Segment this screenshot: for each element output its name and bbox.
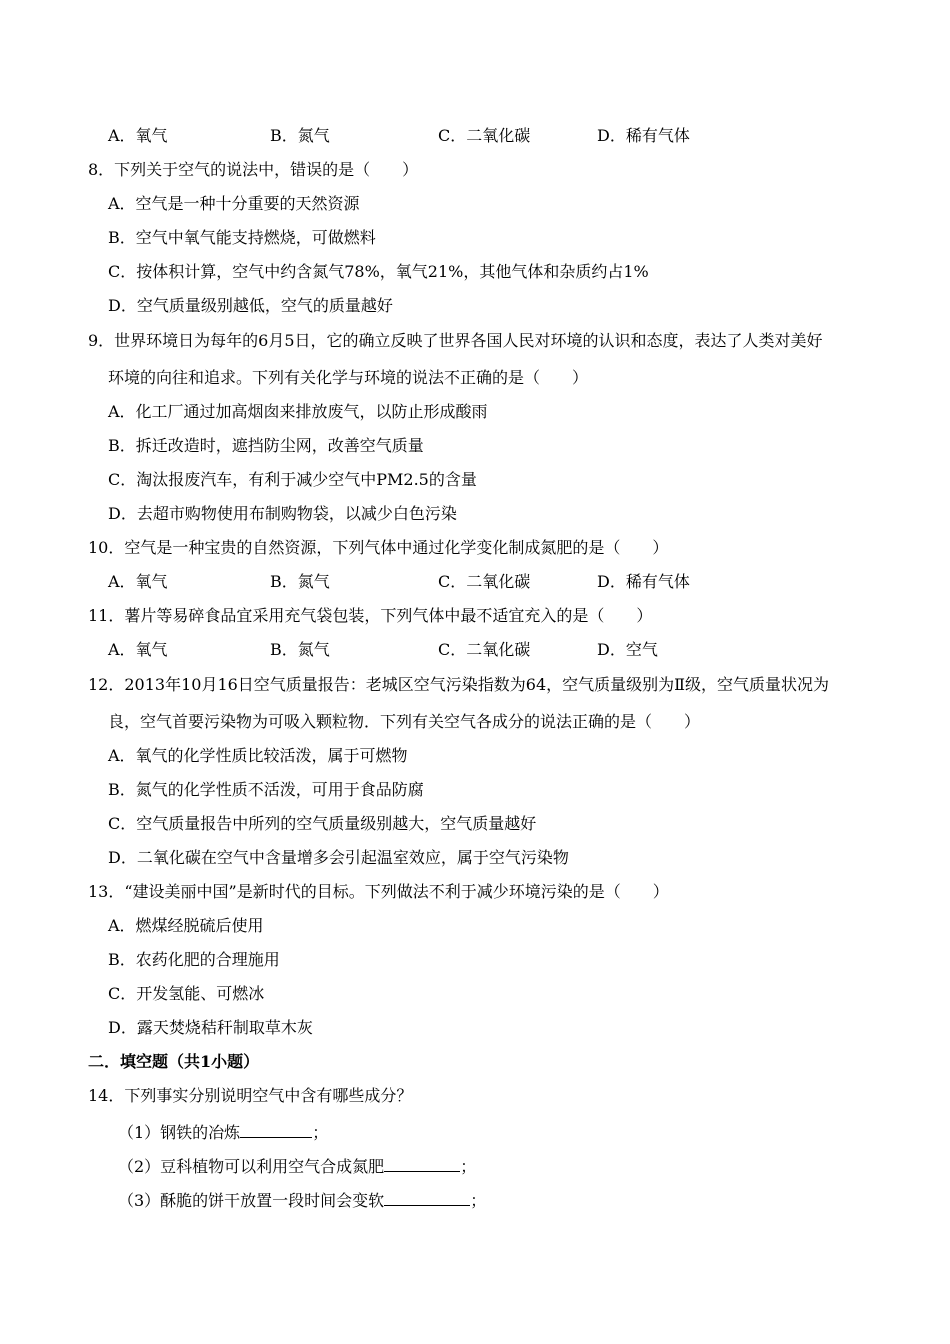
q14-item-1 (118, 1121, 328, 1143)
q13-option-b: B．农药化肥的合理施用 (108, 950, 280, 969)
q10-option-d: D．稀有气体 (597, 572, 690, 591)
q14-item-2-end: ； (460, 1157, 477, 1176)
q14-item-3-blank[interactable] (384, 1189, 470, 1206)
q14-stem: 14．下列事实分别说明空气中含有哪些成分？ (88, 1086, 413, 1105)
q12-option-d: D．二氧化碳在空气中含量增多会引起温室效应，属于空气污染物 (108, 848, 569, 867)
q9-option-d: D．去超市购物使用布制购物袋，以减少白色污染 (108, 504, 457, 523)
q12-stem-line2: 良，空气首要污染物为可吸入颗粒物．下列有关空气各成分的说法正确的是（ ） (108, 712, 701, 731)
q11-option-c: C．二氧化碳 (438, 640, 531, 659)
q9-option-c: C．淘汰报废汽车，有利于减少空气中PM2.5的含量 (108, 470, 477, 489)
q9-option-a: A．化工厂通过加高烟囱来排放废气，以防止形成酸雨 (108, 402, 488, 421)
q12-option-a: A．氧气的化学性质比较活泼，属于可燃物 (108, 746, 408, 765)
q10-option-a: A．氧气 (108, 572, 168, 591)
q7-option-b: B．氮气 (270, 126, 330, 145)
q12-option-c: C．空气质量报告中所列的空气质量级别越大，空气质量越好 (108, 814, 537, 833)
q13-option-c: C．开发氢能、可燃冰 (108, 984, 265, 1003)
q14-item-2-blank[interactable] (384, 1155, 460, 1172)
q8-stem: 8．下列关于空气的说法中，错误的是（ ） (88, 160, 419, 179)
q11-option-d: D．空气 (597, 640, 658, 659)
q12-stem-line1: 12．2013年10月16日空气质量报告：老城区空气污染指数为64，空气质量级别为Ⅱ级，空气质量状况为 (88, 675, 830, 694)
q8-option-c: C．按体积计算，空气中约含氮气78%，氧气21%，其他气体和杂质约占1% (108, 262, 649, 281)
q10-stem: 10．空气是一种宝贵的自然资源，下列气体中通过化学变化制成氮肥的是（ ） (88, 538, 669, 557)
q8-option-d: D．空气质量级别越低，空气的质量越好 (108, 296, 393, 315)
q10-option-c: C．二氧化碳 (438, 572, 531, 591)
q8-option-b: B．空气中氧气能支持燃烧，可做燃料 (108, 228, 376, 247)
q14-item-1-blank[interactable] (240, 1121, 312, 1138)
q11-stem: 11．薯片等易碎食品宜采用充气袋包装，下列气体中最不适宜充入的是（ ） (88, 606, 653, 625)
q11-option-a: A．氧气 (108, 640, 168, 659)
q13-option-d: D．露天焚烧秸秆制取草木灰 (108, 1018, 313, 1037)
q14-item-1-text: （1）钢铁的冶炼 (118, 1123, 241, 1142)
q7-option-a: A．氧气 (108, 126, 168, 145)
q7-option-c: C．二氧化碳 (438, 126, 531, 145)
q14-item-2-text: （2）豆科植物可以利用空气合成氮肥 (118, 1157, 385, 1176)
q12-option-b: B．氮气的化学性质不活泼，可用于食品防腐 (108, 780, 424, 799)
q14-item-1-end: ； (312, 1123, 329, 1142)
q7-option-d: D．稀有气体 (597, 126, 690, 145)
q11-option-b: B．氮气 (270, 640, 330, 659)
q9-stem-line2: 环境的向往和追求。下列有关化学与环境的说法不正确的是（ ） (108, 368, 589, 387)
q13-stem: 13．“建设美丽中国”是新时代的目标。下列做法不利于减少环境污染的是（ ） (88, 882, 669, 901)
q10-option-b: B．氮气 (270, 572, 330, 591)
q14-item-3-end: ； (470, 1191, 487, 1210)
q9-option-b: B．拆迁改造时，遮挡防尘网，改善空气质量 (108, 436, 424, 455)
q14-item-3-text: （3）酥脆的饼干放置一段时间会变软 (118, 1191, 385, 1210)
q8-option-a: A．空气是一种十分重要的天然资源 (108, 194, 360, 213)
q9-stem-line1: 9．世界环境日为每年的6月5日，它的确立反映了世界各国人民对环境的认识和态度，表达了人类对美好 (88, 331, 823, 350)
section-heading-fill-in: 二．填空题（共1小题） (88, 1052, 260, 1071)
q14-item-2 (118, 1155, 476, 1177)
q13-option-a: A．燃煤经脱硫后使用 (108, 916, 264, 935)
q14-item-3 (118, 1189, 486, 1211)
